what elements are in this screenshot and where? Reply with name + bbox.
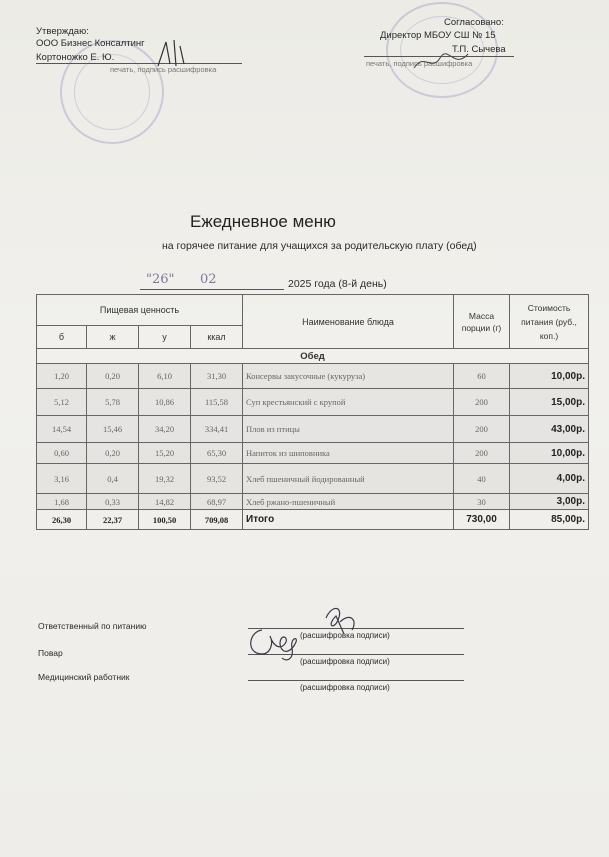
cell-b: 1,20 — [37, 364, 87, 389]
approval-right-title: Согласовано: — [444, 17, 504, 28]
col-kcal-header: ккал — [191, 326, 243, 349]
cell-cost: 10,00р. — [510, 364, 589, 389]
cell-dish: Хлеб пшеничный йодированный — [243, 464, 454, 494]
name-header: Наименование блюда — [243, 295, 454, 349]
approval-left-title: Утверждаю: — [36, 26, 89, 37]
total-mass: 730,00 — [454, 510, 510, 530]
cell-kcal: 115,58 — [191, 389, 243, 416]
cell-mass: 40 — [454, 464, 510, 494]
approval-right-caption: печать, подпись расшифровка — [366, 59, 473, 68]
table-row — [37, 464, 589, 494]
cell-cost: 15,00р. — [510, 389, 589, 416]
cell-b: 1,68 — [37, 494, 87, 510]
resp-caption: (расшифровка подписи) — [300, 631, 390, 640]
cell-b: 0,60 — [37, 443, 87, 464]
page-title: Ежедневное меню — [190, 212, 336, 231]
cell-kcal: 93,52 — [191, 464, 243, 494]
total-kcal: 709,08 — [191, 510, 243, 530]
cell-zh: 0,20 — [87, 364, 139, 389]
cell-cost: 43,00р. — [510, 416, 589, 443]
approval-left-name: Кортоножко Е. Ю. — [36, 52, 115, 63]
cell-cost: 3,00р. — [510, 494, 589, 510]
date-day: "26" — [146, 272, 175, 287]
section-lunch: Обед — [37, 349, 589, 364]
table-row — [37, 389, 589, 416]
date-rest: 2025 года (8-й день) — [288, 278, 387, 290]
cell-kcal: 334,41 — [191, 416, 243, 443]
total-u: 100,50 — [139, 510, 191, 530]
cell-dish: Консервы закусочные (кукуруза) — [243, 364, 454, 389]
cell-zh: 0,4 — [87, 464, 139, 494]
cell-cost: 10,00р. — [510, 443, 589, 464]
col-zh-header: ж — [87, 326, 139, 349]
total-cost: 85,00р. — [510, 510, 589, 530]
cell-dish: Напиток из шиповника — [243, 443, 454, 464]
approval-right-position: Директор МБОУ СШ № 15 — [380, 30, 496, 41]
cook-caption: (расшифровка подписи) — [300, 657, 390, 666]
total-b: 26,30 — [37, 510, 87, 530]
cell-mass: 200 — [454, 389, 510, 416]
cell-u: 15,20 — [139, 443, 191, 464]
col-u-header: у — [139, 326, 191, 349]
approval-left-org: ООО Бизнес Консалтинг — [36, 38, 145, 49]
cell-u: 6,10 — [139, 364, 191, 389]
resp-label: Ответственный по питанию — [38, 621, 147, 631]
cell-dish: Суп крестьянский с крупой — [243, 389, 454, 416]
page-subtitle: на горячее питание для учащихся за родительскую плату (обед) — [162, 240, 477, 252]
cook-label: Повар — [38, 648, 63, 658]
cell-mass: 200 — [454, 416, 510, 443]
cell-kcal: 65,30 — [191, 443, 243, 464]
cell-zh: 0,20 — [87, 443, 139, 464]
cell-dish: Хлеб ржано-пшеничный — [243, 494, 454, 510]
table-row — [37, 443, 589, 464]
cell-zh: 15,46 — [87, 416, 139, 443]
cell-mass: 30 — [454, 494, 510, 510]
cell-cost: 4,00р. — [510, 464, 589, 494]
cell-b: 14,54 — [37, 416, 87, 443]
approval-left-caption: печать, подпись расшифровка — [110, 65, 217, 74]
cost-header: Стоимость питания (руб., коп.) — [510, 295, 589, 349]
total-zh: 22,37 — [87, 510, 139, 530]
cell-u: 14,82 — [139, 494, 191, 510]
med-line — [248, 680, 464, 681]
table-row — [37, 416, 589, 443]
menu-table — [36, 294, 589, 530]
right-signature — [410, 48, 474, 74]
cell-u: 34,20 — [139, 416, 191, 443]
approval-left-line — [36, 63, 242, 64]
total-label: Итого — [243, 510, 454, 530]
cell-mass: 60 — [454, 364, 510, 389]
cell-zh: 5,78 — [87, 389, 139, 416]
cell-u: 10,86 — [139, 389, 191, 416]
med-label: Медицинский работник — [38, 672, 130, 682]
mass-header: Масса порции (г) — [454, 295, 510, 349]
responsible-signature — [240, 600, 370, 664]
cell-mass: 200 — [454, 443, 510, 464]
total-row — [37, 510, 589, 530]
approval-right-name: Т.П. Сычева — [452, 44, 506, 55]
date-month: 02 — [200, 272, 217, 287]
med-caption: (расшифровка подписи) — [300, 683, 390, 692]
cell-u: 19,32 — [139, 464, 191, 494]
cell-kcal: 68,97 — [191, 494, 243, 510]
nutrition-header: Пищевая ценность — [37, 295, 243, 326]
cell-zh: 0,33 — [87, 494, 139, 510]
cell-b: 3,16 — [37, 464, 87, 494]
table-row — [37, 364, 589, 389]
cell-dish: Плов из птицы — [243, 416, 454, 443]
cell-kcal: 31,30 — [191, 364, 243, 389]
left-signature — [150, 36, 190, 70]
date-underline — [140, 289, 284, 290]
cell-b: 5,12 — [37, 389, 87, 416]
col-b-header: б — [37, 326, 87, 349]
table-row — [37, 494, 589, 510]
